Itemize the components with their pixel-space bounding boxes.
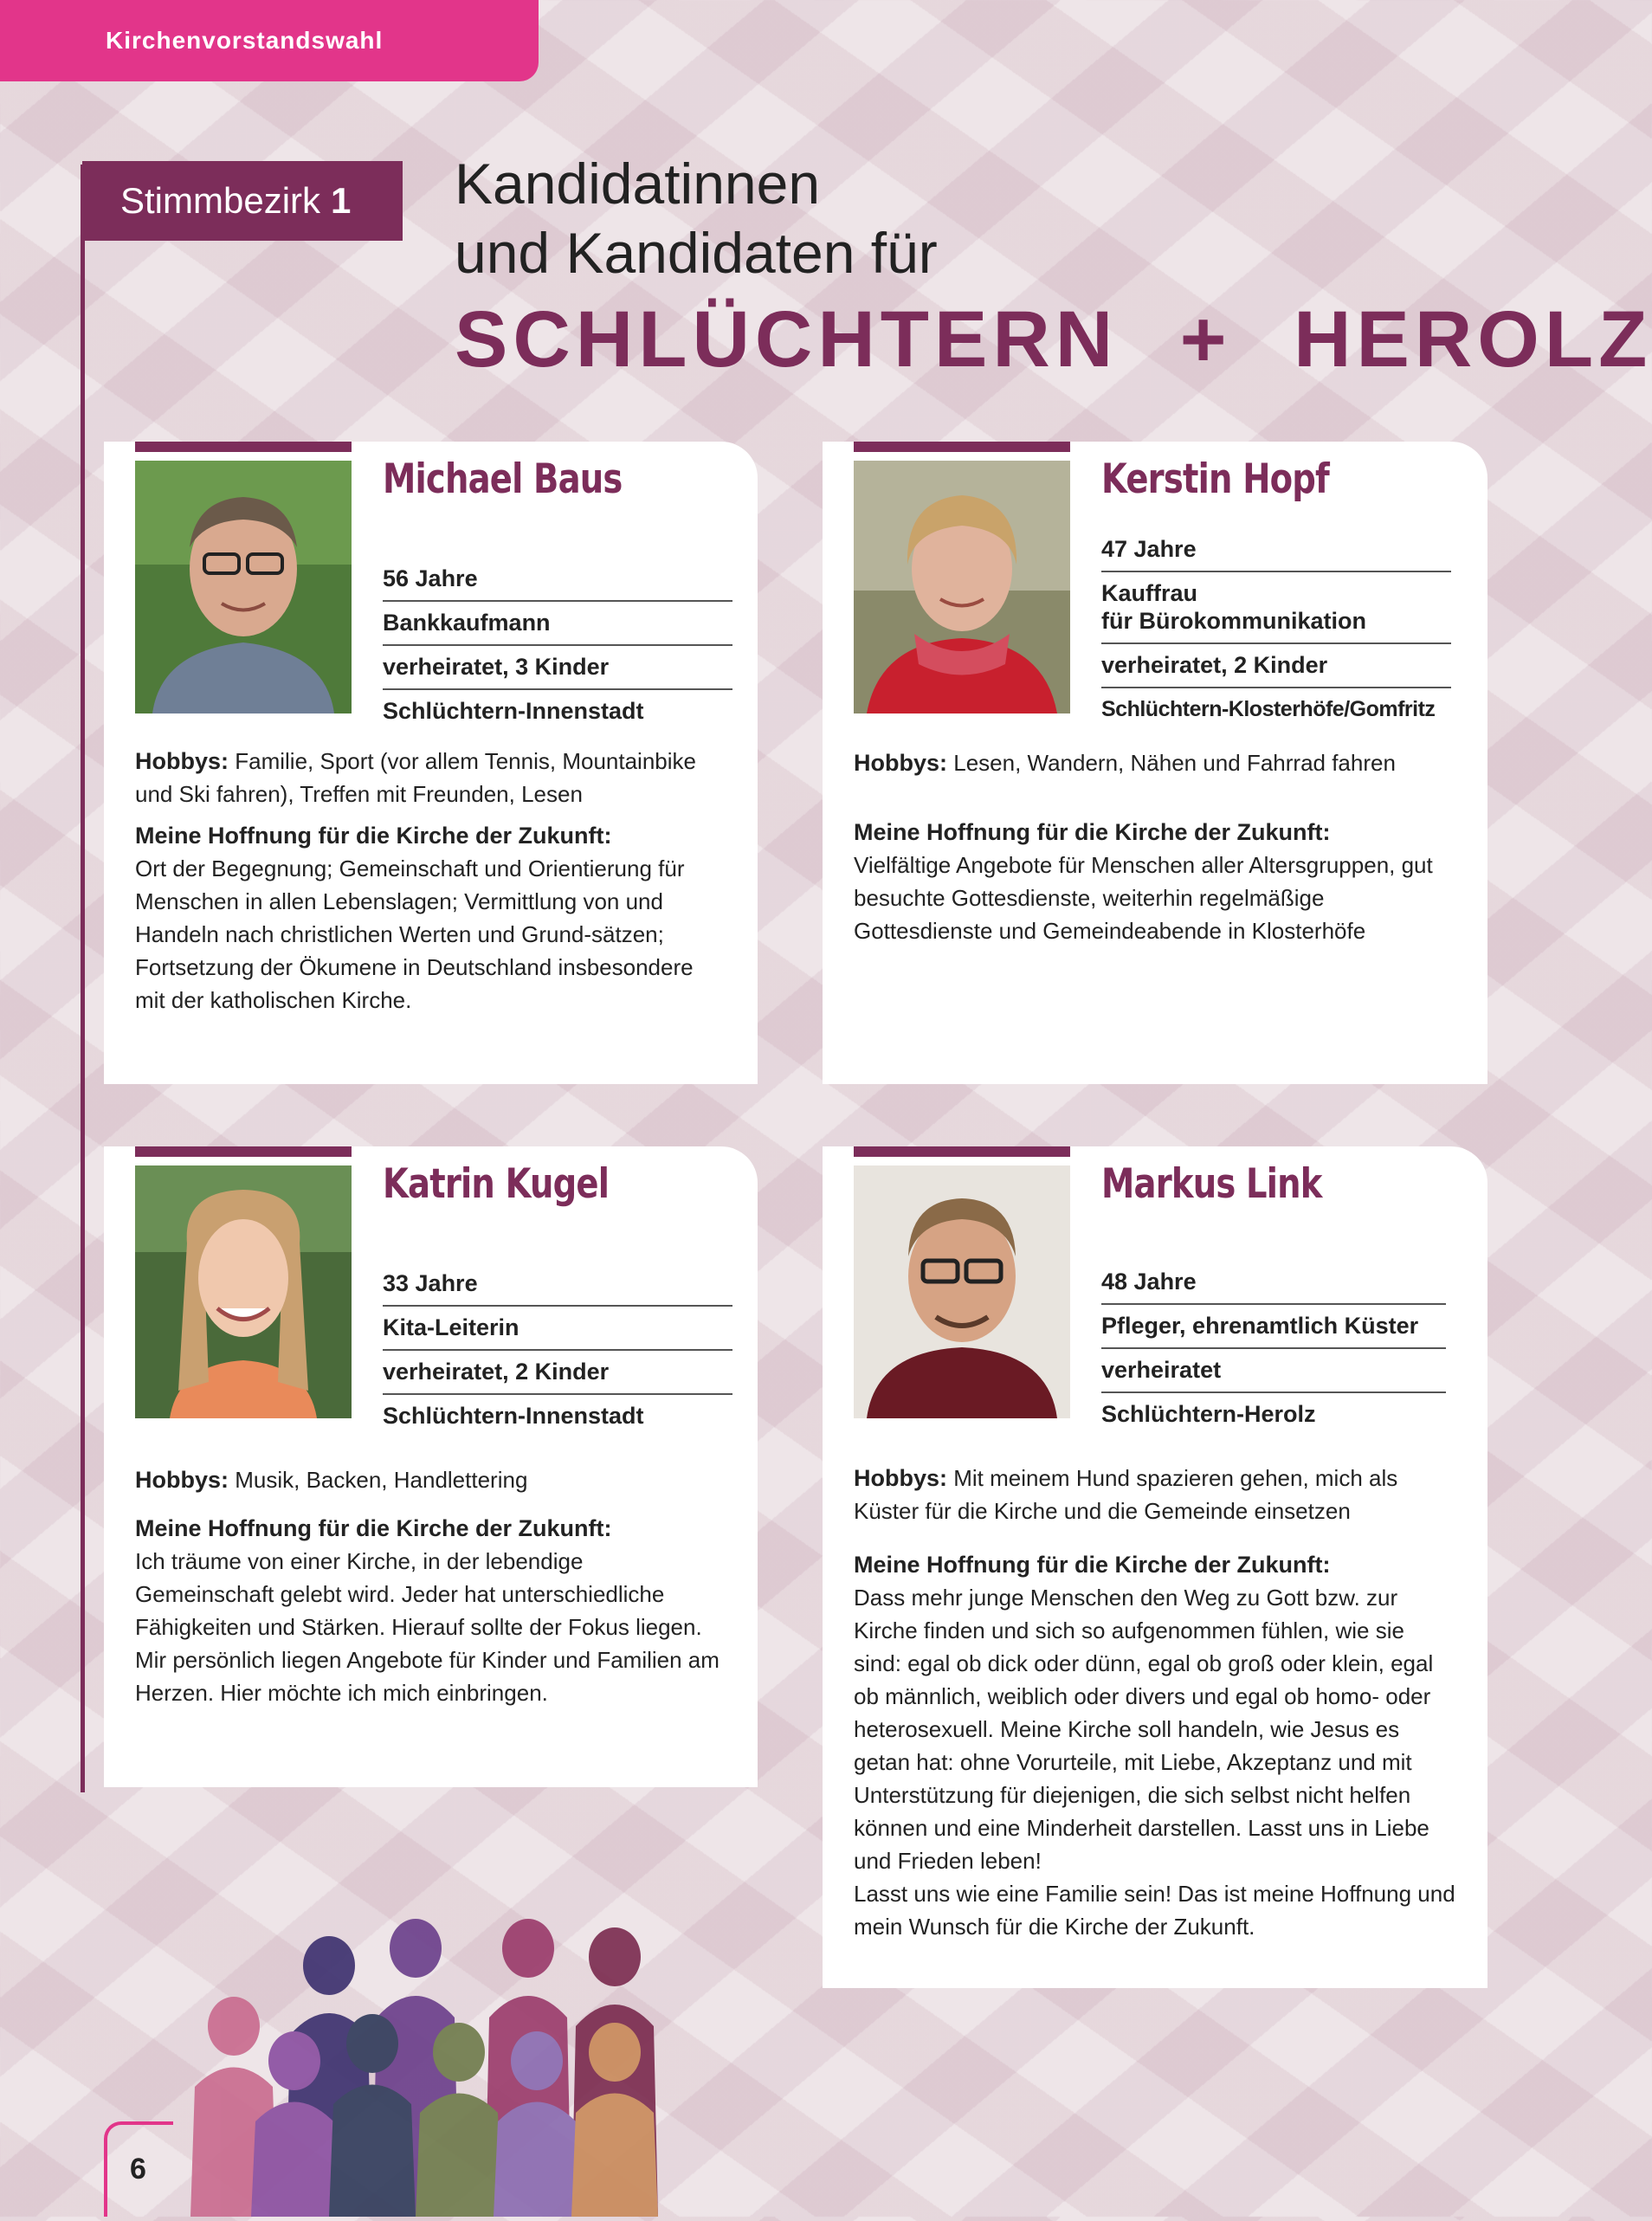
hobbies-text: Musik, Backen, Handlettering: [235, 1467, 528, 1493]
fact-residence: Schlüchtern-Innenstadt: [383, 1403, 644, 1429]
candidate-text: [854, 1462, 1456, 1943]
place-separator: +: [1179, 295, 1232, 384]
candidate-photo: [854, 461, 1070, 713]
card-accent-bar: [854, 1146, 1070, 1157]
crowd-illustration: [173, 1888, 762, 2217]
fact-residence: Schlüchtern-Innenstadt: [383, 698, 644, 724]
candidate-facts: [1101, 1261, 1446, 1436]
hope-text: Dass mehr junge Menschen den Weg zu Gott bzw. zur Kirche finden und sich so aufgenommen fühlen, wie sie sind: egal ob dick oder dünn, egal ob groß oder klein, egal ob männlich, weiblich oder divers und egal ob homo- oder heterosexuell. Meine Kirche soll handeln, wie Jesus es getan hat: ohne Vorurteile, mit Liebe, Akzeptanz und mit Unterstützung für diejenigen, die sich selbst nicht helfen können und eine Minderheit darstellen. Lasst uns in Liebe und Frieden leben! Lasst uns wie eine Familie sein! Das ist meine Hoffnung und mein Wunsch für die Kirche der Zukunft.: [854, 1585, 1455, 1940]
section-tab: Kirchenvorstandswahl: [0, 0, 539, 81]
candidate-text: [854, 746, 1456, 947]
fact-profession: Kita-Leiterin: [383, 1307, 732, 1351]
district-label-text: Stimmbezirk: [120, 180, 321, 221]
hope-label: Meine Hoffnung für die Kirche der Zukunft:: [854, 819, 1331, 845]
fact-family: verheiratet: [1101, 1349, 1446, 1393]
place-right: HEROLZ: [1294, 295, 1652, 384]
fact-age: 33 Jahre: [383, 1262, 732, 1307]
district-number: 1: [331, 180, 352, 221]
fact-residence: Schlüchtern-Klosterhöfe/Gomfritz: [1101, 697, 1436, 721]
candidate-card-markus-link: [823, 1146, 1487, 1988]
hobbies-text: Mit meinem Hund spazieren gehen, mich als Küster für die Kirche und die Gemeinde einsetzen: [854, 1465, 1398, 1524]
hobbies-paragraph: [135, 1463, 726, 1496]
headline-line-1: Kandidatinnen: [455, 152, 821, 216]
card-accent-bar: [135, 1146, 352, 1157]
fact-profession: Bankkaufmann: [383, 602, 732, 646]
headline-line-2: und Kandidaten für: [455, 221, 938, 285]
fact-age: 48 Jahre: [1101, 1261, 1446, 1305]
fact-profession: Kauffrau für Bürokommunikation: [1101, 572, 1451, 644]
hobbies-label: Hobbys:: [135, 1467, 229, 1493]
place-left: SCHLÜCHTERN: [455, 295, 1119, 384]
district-label: [82, 161, 403, 241]
hobbies-paragraph: [854, 1462, 1456, 1527]
fact-residence: Schlüchtern-Herolz: [1101, 1401, 1316, 1427]
candidate-card-katrin-kugel: [104, 1146, 758, 1787]
place-title: [455, 294, 1652, 385]
card-accent-bar: [135, 442, 352, 452]
candidate-card-michael-baus: [104, 442, 758, 1084]
candidate-photo: [135, 461, 352, 713]
candidate-facts: [1101, 528, 1451, 731]
hobbies-text: Familie, Sport (vor allem Tennis, Mountainbike und Ski fahren), Treffen mit Freunden, Lesen: [135, 748, 696, 807]
page-number: 6: [104, 2121, 173, 2217]
fact-family: verheiratet, 2 Kinder: [383, 1351, 732, 1395]
fact-age: 47 Jahre: [1101, 528, 1451, 572]
hope-text: Vielfältige Angebote für Menschen aller Altersgruppen, gut besuchte Gottesdienste, weiterhin regelmäßige Gottesdienste und Gemeindeabende in Klosterhöfe: [854, 852, 1433, 944]
candidate-name: Markus Link: [1101, 1160, 1322, 1208]
hope-text: Ich träume von einer Kirche, in der lebendige Gemeinschaft gelebt wird. Jeder hat unterschiedliche Fähigkeiten und Stärken. Hierauf sollte der Fokus liegen. Mir persönlich liegen Angebote für Kinder und Familien am Herzen. Hier möchte ich mich einbringen.: [135, 1548, 720, 1706]
hobbies-paragraph: [854, 746, 1456, 779]
candidate-facts: [383, 558, 732, 733]
hobbies-label: Hobbys:: [854, 1465, 947, 1491]
candidate-name: Katrin Kugel: [383, 1160, 610, 1208]
hope-label: Meine Hoffnung für die Kirche der Zukunft:: [135, 1515, 612, 1541]
hobbies-label: Hobbys:: [135, 748, 229, 774]
fact-age: 56 Jahre: [383, 558, 732, 602]
candidate-card-kerstin-hopf: [823, 442, 1487, 1084]
fact-family: verheiratet, 2 Kinder: [1101, 644, 1451, 688]
vertical-rule: [81, 165, 85, 1792]
hobbies-text: Lesen, Wandern, Nähen und Fahrrad fahren: [953, 750, 1396, 776]
candidate-text: [135, 745, 726, 1017]
candidate-photo: [135, 1165, 352, 1418]
page-headline: [455, 149, 938, 287]
hobbies-paragraph: [135, 745, 726, 810]
hobbies-label: Hobbys:: [854, 750, 947, 776]
fact-profession: Pfleger, ehrenamtlich Küster: [1101, 1305, 1446, 1349]
card-accent-bar: [854, 442, 1070, 452]
candidate-text: [135, 1463, 726, 1709]
hope-label: Meine Hoffnung für die Kirche der Zukunft:: [135, 823, 612, 849]
hope-text: Ort der Begegnung; Gemeinschaft und Orientierung für Menschen in allen Lebenslagen; Vermittlung von und Handeln nach christlichen Werten und Grund-sätzen; Fortsetzung der Ökumene in Deutschland insbesondere mit der katholischen Kirche.: [135, 855, 694, 1013]
candidate-name: Kerstin Hopf: [1101, 455, 1330, 503]
hope-label: Meine Hoffnung für die Kirche der Zukunft:: [854, 1552, 1331, 1578]
candidate-photo: [854, 1165, 1070, 1418]
candidate-facts: [383, 1262, 732, 1437]
fact-family: verheiratet, 3 Kinder: [383, 646, 732, 690]
candidate-name: Michael Baus: [383, 455, 623, 503]
